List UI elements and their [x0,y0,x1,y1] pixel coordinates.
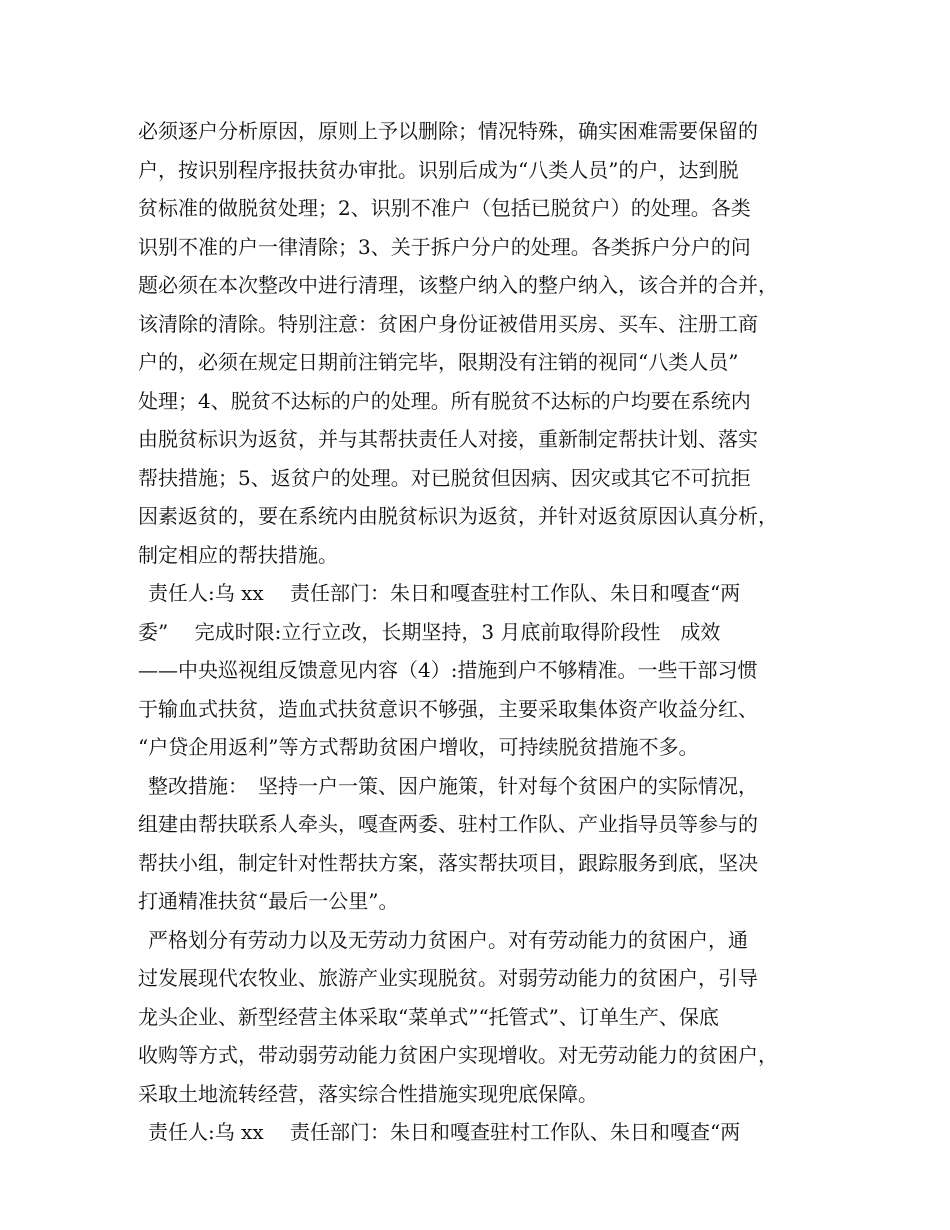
text-line: “户贷企用返利”等方式帮助贫困户增收，可持续脱贫措施不多。 [138,735,699,759]
text-line: 帮扶小组，制定针对性帮扶方案，落实帮扶项目，跟踪服务到底，坚决 [138,850,758,875]
text-line: 采取土地流转经营，落实综合性措施实现兜底保障。 [138,1081,598,1106]
text-line: 龙头企业、新型经营主体采取“菜单式”“托管式”、订单生产、保底 [138,1004,719,1029]
text-line: 处理；4、脱贫不达标的户的处理。所有脱贫不达标的户均要在系统内 [138,388,751,413]
text-line: 委” 完成时限:立行立改，长期坚持，3 月底前取得阶段性 成效 [138,619,721,644]
text-line: 责任人:乌 xx 责任部门：朱日和嘎查驻村工作队、朱日和嘎查“两 [148,1120,741,1144]
text-line: 户的，必须在规定日期前注销完毕，限期没有注销的视同“八类人员” [138,350,739,374]
text-line: 整改措施： 坚持一户一策、因户施策，针对每个贫困户的实际情况， [148,773,758,798]
text-line: 由脱贫标识为返贫，并与其帮扶责任人对接，重新制定帮扶计划、落实 [138,427,758,451]
text-line: 题必须在本次整改中进行清理，该整户纳入的整户纳入，该合并的合并， [138,273,778,297]
text-line: 制定相应的帮扶措施。 [138,542,338,567]
text-line: 该清除的清除。特别注意：贫困户身份证被借用买房、买车、注册工商 [138,311,758,336]
text-line: 责任人:乌 xx 责任部门：朱日和嘎查驻村工作队、朱日和嘎查“两 [148,581,741,605]
text-line: 贫标准的做脱贫处理；2、识别不准户（包括已脱贫户）的处理。各类 [138,196,751,220]
text-line: 打通精准扶贫“最后一公里”。 [138,889,399,913]
text-line: 必须逐户分析原因，原则上予以删除；情况特殊，确实困难需要保留的 [138,119,758,143]
text-line: 收购等方式，带动弱劳动能力贫困户实现增收。对无劳动能力的贫困户， [138,1043,778,1067]
text-line: ——中央巡视组反馈意见内容（4）:措施到户不够精准。一些干部习惯 [138,658,758,682]
document-body [138,112,828,1152]
text-line: 户，按识别程序报扶贫办审批。识别后成为“八类人员”的户，达到脱 [138,157,739,182]
text-line: 帮扶措施；5、返贫户的处理。对已脱贫但因病、因灾或其它不可抗拒 [138,465,751,490]
text-line: 因素返贫的，要在系统内由脱贫标识为返贫，并针对返贫原因认真分析， [138,504,778,528]
text-line: 组建由帮扶联系人牵头，嘎查两委、驻村工作队、产业指导员等参与的 [138,812,758,836]
text-line: 严格划分有劳动力以及无劳动力贫困户。对有劳动能力的贫困户，通 [148,927,748,952]
text-line: 识别不准的户一律清除；3、关于拆户分户的处理。各类拆户分户的问 [138,234,751,259]
text-line: 过发展现代农牧业、旅游产业实现脱贫。对弱劳动能力的贫困户，引导 [138,966,758,990]
text-line: 于输血式扶贫，造血式扶贫意识不够强，主要采取集体资产收益分红、 [138,696,758,721]
